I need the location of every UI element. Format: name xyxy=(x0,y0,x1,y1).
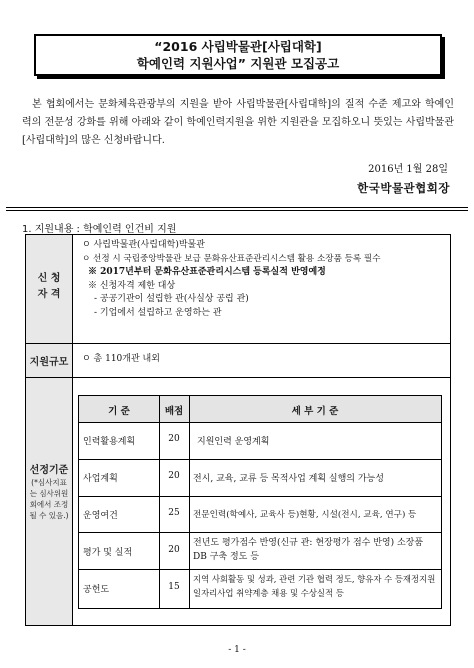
criteria-row-points: 15 xyxy=(168,582,180,592)
section-heading: 1. 지원내용 : 학예인력 인건비 지원 xyxy=(22,224,177,235)
scale-value: ㅇ 총 110개관 내외 xyxy=(82,354,160,364)
divider-bottom xyxy=(6,210,468,211)
row-divider xyxy=(79,496,441,497)
col-divider xyxy=(159,396,160,608)
criteria-row-points: 20 xyxy=(168,434,180,444)
title-line-2: 학예인력 지원사업” 지원관 모집공고 xyxy=(136,56,340,71)
row-divider xyxy=(26,377,450,378)
notice-date: 2016년 1월 28일 xyxy=(368,164,448,175)
criteria-row-points: 25 xyxy=(168,508,180,518)
organization-name: 한국박물관협회장 xyxy=(357,181,450,195)
title-line-1: “2016 사립박물관[사립대학] xyxy=(154,39,322,54)
criteria-row-detail: 전문인력(학예사, 교육사 등)현황, 시설(전시, 교육, 연구) 등 xyxy=(193,510,417,520)
criteria-row-criterion: 인력활용계획 xyxy=(83,437,136,447)
criteria-header-points: 배점 xyxy=(164,406,184,417)
row-divider xyxy=(79,459,441,460)
eligibility-item: ※ 신청자격 제한 대상 xyxy=(88,280,176,291)
row-divider xyxy=(79,422,441,423)
eligibility-list xyxy=(82,239,446,320)
eligibility-item: ㅇ 사립박물관(사립대학)박물관 xyxy=(82,240,205,250)
criteria-row-detail: 지역 사회활동 및 성과, 관련 기관 협력 정도, 향유자 수 등재정지원 일자리사업 취약계층 채용 및 수상실적 등 xyxy=(193,574,436,598)
criteria-row-points: 20 xyxy=(168,471,180,481)
criteria-note: (*심사지표는 심사위원회에서 조정될 수 있음.) xyxy=(29,478,69,520)
eligibility-item: ㅇ 선정 시 국립중앙박물관 보급 문화유산표준관리시스템 활용 소장품 등록 필수 xyxy=(82,253,381,264)
intro-text: 본 협회에서는 문화체육관광부의 지원을 받아 사립박물관[사립대학]의 질적 수준 제고와 학예인력의 전문성 강화를 위해 아래와 같이 학예인력지원을 위한 지원관을 모집하오니 뜻있는 사립박물관[사립대학]의 많은 신청바랍니다. xyxy=(22,99,454,146)
page-number: - 1 - xyxy=(228,645,246,655)
divider-top xyxy=(6,207,468,208)
eligibility-item: - 공공기관이 설립한 관(사실상 공립 관) xyxy=(94,294,249,304)
notice-title-box xyxy=(34,34,442,76)
criteria-header-detail: 세 부 기 준 xyxy=(291,406,339,417)
eligibility-item: - 기업에서 설립하고 운영하는 관 xyxy=(94,307,222,318)
criteria-label: 선정기준 xyxy=(29,465,69,476)
row-divider xyxy=(79,569,441,570)
criteria-row-criterion: 평가 및 실적 xyxy=(83,548,133,558)
intro-paragraph xyxy=(22,96,454,150)
criteria-row-detail: 전년도 평가점수 반영(신규 관: 현장평가 점수 반영) 소장품 DB 구축 정도 등 xyxy=(193,538,424,562)
eligibility-item: ※ 2017년부터 문화유산표준관리시스템 등록실적 반영예정 xyxy=(88,267,326,277)
criteria-row-detail: 지원인력 운영계획 xyxy=(197,437,270,447)
scale-label: 지원규모 xyxy=(29,357,69,368)
row-divider xyxy=(26,343,450,344)
col-divider xyxy=(189,396,190,608)
criteria-row-detail: 전시, 교육, 교류 등 목적사업 계획 실행의 가능성 xyxy=(193,474,384,484)
criteria-row-points: 20 xyxy=(168,545,180,555)
criteria-row-criterion: 사업계획 xyxy=(83,474,118,484)
criteria-table xyxy=(78,395,442,609)
row-divider xyxy=(79,532,441,533)
criteria-header-criterion: 기 준 xyxy=(108,406,130,417)
criteria-row-criterion: 공헌도 xyxy=(83,585,110,595)
eligibility-label: 신 청 자 격 xyxy=(37,273,61,300)
criteria-row-criterion: 운영여건 xyxy=(83,511,118,521)
